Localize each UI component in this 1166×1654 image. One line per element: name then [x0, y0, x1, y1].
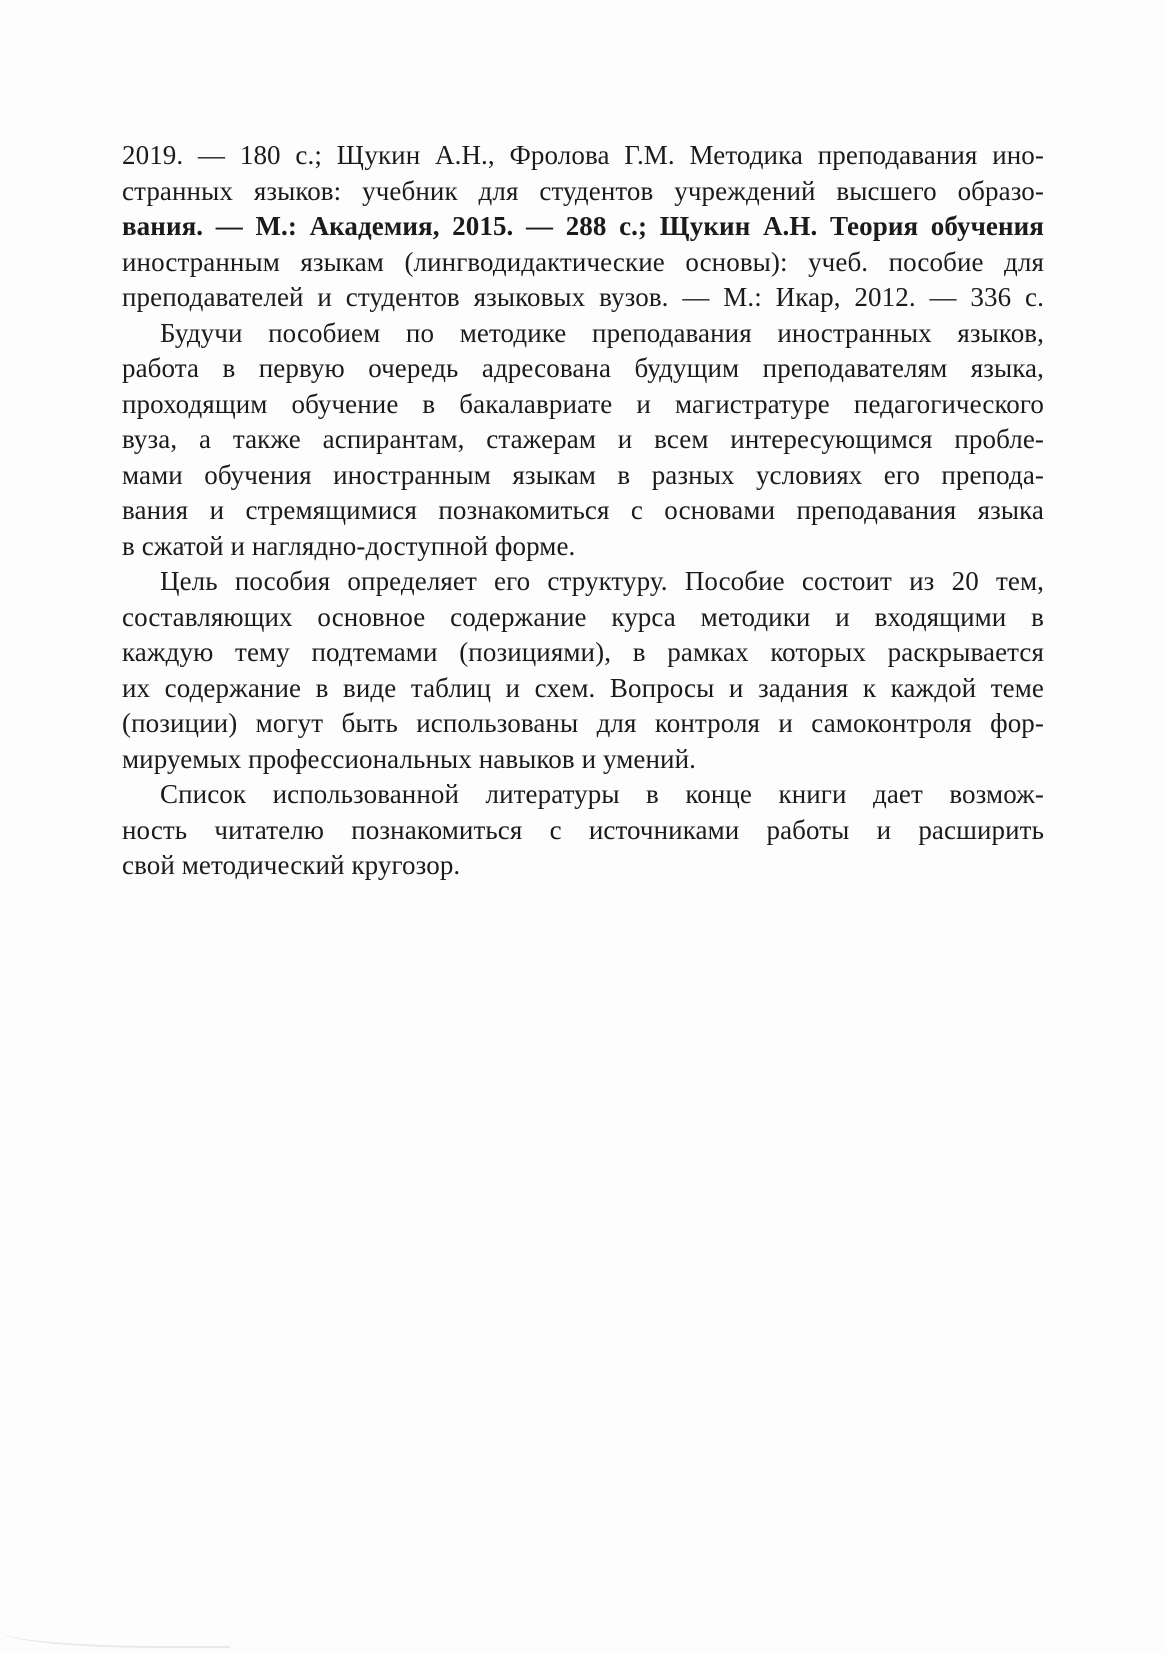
- paragraph: [122, 316, 1044, 565]
- text-line: вания и стремящимися познакомиться с основами преподавания языка: [122, 495, 1044, 525]
- text-line: вуза, а также аспирантам, стажерам и всем интересующимся пробле-: [122, 424, 1044, 454]
- text-line: Список использованной литературы в конце книги дает возмож-: [160, 779, 1044, 809]
- text-line: 2019. — 180 с.; Щукин А.Н., Фролова Г.М. Методика преподавания ино-: [122, 140, 1044, 170]
- text-line: ность читателю познакомиться с источниками работы и расширить: [122, 814, 1044, 845]
- page-curl-artifact: [0, 1624, 230, 1648]
- text-line: иностранным языкам (лингводидактические основы): учеб. пособие для: [122, 246, 1044, 277]
- text-line: проходящим обучение в бакалавриате и магистратуре педагогического: [122, 388, 1044, 419]
- text-line: свой методический кругозор.: [122, 850, 461, 880]
- text-line: Будучи пособием по методике преподавания иностранных языков,: [160, 317, 1044, 348]
- text-line: странных языков: учебник для студентов учреждений высшего образо-: [122, 175, 1044, 206]
- text-line: вания. — М.: Академия, 2015. — 288 с.; Щукин А.Н. Теория обучения: [122, 211, 1044, 241]
- text-line: (позиции) могут быть использованы для контроля и самоконтроля фор-: [122, 708, 1044, 738]
- paragraph: [122, 138, 1044, 316]
- text-line: преподавателей и студентов языковых вузов. — М.: Икар, 2012. — 336 с.: [122, 282, 1044, 312]
- text-line: каждую тему подтемами (позициями), в рамках которых раскрывается: [122, 637, 1044, 667]
- text-line: Цель пособия определяет его структуру. Пособие состоит из 20 тем,: [160, 566, 1044, 596]
- text-line: в сжатой и наглядно-доступной форме.: [122, 530, 576, 561]
- text-block: [122, 138, 1044, 884]
- text-line: мами обучения иностранным языкам в разных условиях его препода-: [122, 459, 1044, 490]
- text-line: их содержание в виде таблиц и схем. Вопросы и задания к каждой теме: [122, 672, 1044, 703]
- text-line: составляющих основное содержание курса методики и входящими в: [122, 601, 1044, 632]
- text-line: работа в первую очередь адресована будущим преподавателям языка,: [122, 353, 1044, 383]
- paragraph: [122, 777, 1044, 884]
- paragraph: [122, 564, 1044, 777]
- text-line: мируемых профессиональных навыков и умений.: [122, 743, 696, 774]
